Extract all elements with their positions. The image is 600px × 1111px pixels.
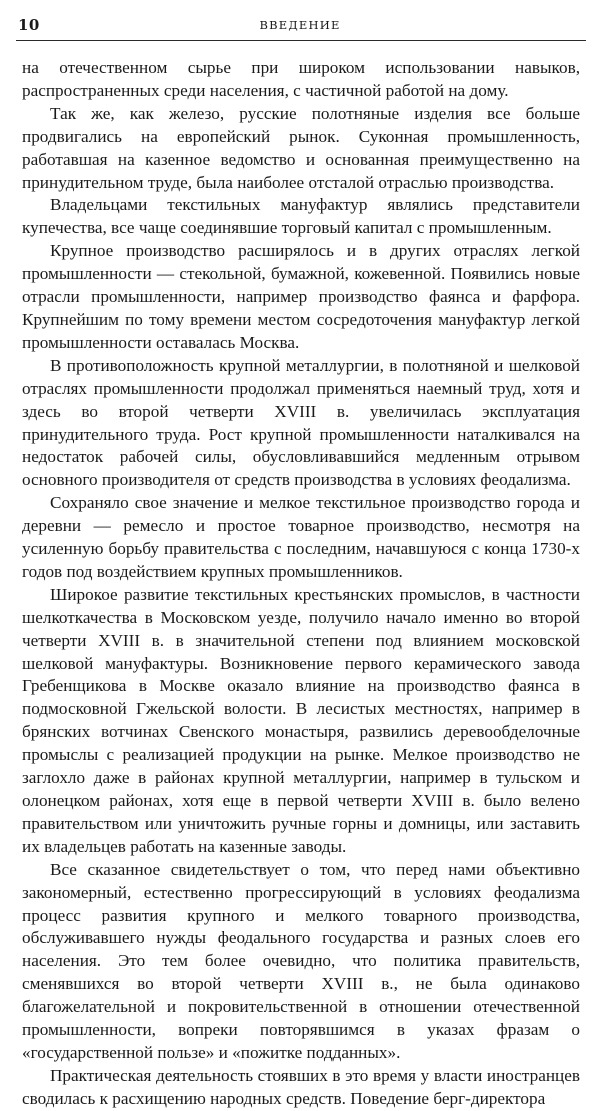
- text-body: [22, 57, 580, 1111]
- header-rule: [16, 40, 586, 41]
- page-number: 10: [18, 16, 40, 34]
- paragraph-continued: на отечественном сырье при широком использовании навыков, распространенных среди населения, с частичной работой на дому.: [22, 58, 580, 100]
- running-head: [16, 12, 584, 38]
- running-title: ВВЕДЕНИЕ: [259, 18, 341, 32]
- paragraph: Практическая деятельность стоявших в это время у власти иностранцев сводилась к расхищению народных средств. Поведение берг-директора: [22, 1065, 580, 1108]
- paragraph: Все сказанное свидетельствует о том, что перед нами объективно закономерный, естественно прогрессирующий в условиях феодализма процесс развития крупного и мелкого товарного производства, обслуживавшего нужды феодального государства и разных слоев его населения. Это тем более очевидно, что политика правительств, сменявшихся во второй четверти XVIII в., не была одинаково благожелательной и покровительственной в отношении отечественной промышленности, вопреки повторявшимся в указах фразам о «государственной пользе» и «пожитке подданных».: [22, 859, 580, 1062]
- paragraph: Сохраняло свое значение и мелкое текстильное производство города и деревни — ремесло и простое товарное производство, несмотря на усиленную борьбу правительства с последним, начавшуюся с конца 1730-х годов под воздействием крупных промышленников.: [22, 493, 580, 581]
- paragraph: Так же, как железо, русские полотняные изделия все больше продвигались на европейский рынок. Суконная промышленность, работавшая на казенное ведомство и основанная преимущественно на принудительном труде, была наиболее отсталой отраслью производства.: [22, 103, 580, 192]
- paragraph: Крупное производство расширялось и в других отраслях легкой промышленности — стекольной, бумажной, кожевенной. Появились новые отрасли промышленности, например производство фаянса и фарфора. Крупнейшим по тому времени местом сосредоточения мануфактур легкой промышленности оставалась Москва.: [22, 241, 580, 352]
- paragraph: Широкое развитие текстильных крестьянских промыслов, в частности шелкоткачества в Московском уезде, получило начало именно во второй четверти XVIII в. в значительной степени под влиянием московской шелковой мануфактуры. Возникновение первого керамического завода Гребенщикова в Москве оказало влияние на производство фаянса в подмосковной Гжельской волости. В лесистых местностях, например в брянских вотчинах Свенского монастыря, развились деревообделочные промыслы с реализацией продукции на рынке. Мелкое производство не заглохло даже в районах крупной металлургии, например в тульском и олонецком районах, хотя еще в первой четверти XVIII в. было велено правительством или уничтожить ручные горны и домницы, или заставить их владельцев работать на казенные заводы.: [22, 584, 580, 856]
- paragraph: Владельцами текстильных мануфактур являлись представители купечества, все чаще соединявшие торговый капитал с промышленным.: [22, 195, 580, 238]
- paragraph: В противоположность крупной металлургии, в полотняной и шелковой отраслях промышленности продолжал применяться наемный труд, хотя и здесь во второй четверти XVIII в. увеличилась эксплуатация принудительного труда. Рост крупной промышленности наталкивался на недостаток рабочей силы, обусловливавшийся медленным отрывом основного производителя от средств производства в условиях феодализма.: [22, 355, 580, 490]
